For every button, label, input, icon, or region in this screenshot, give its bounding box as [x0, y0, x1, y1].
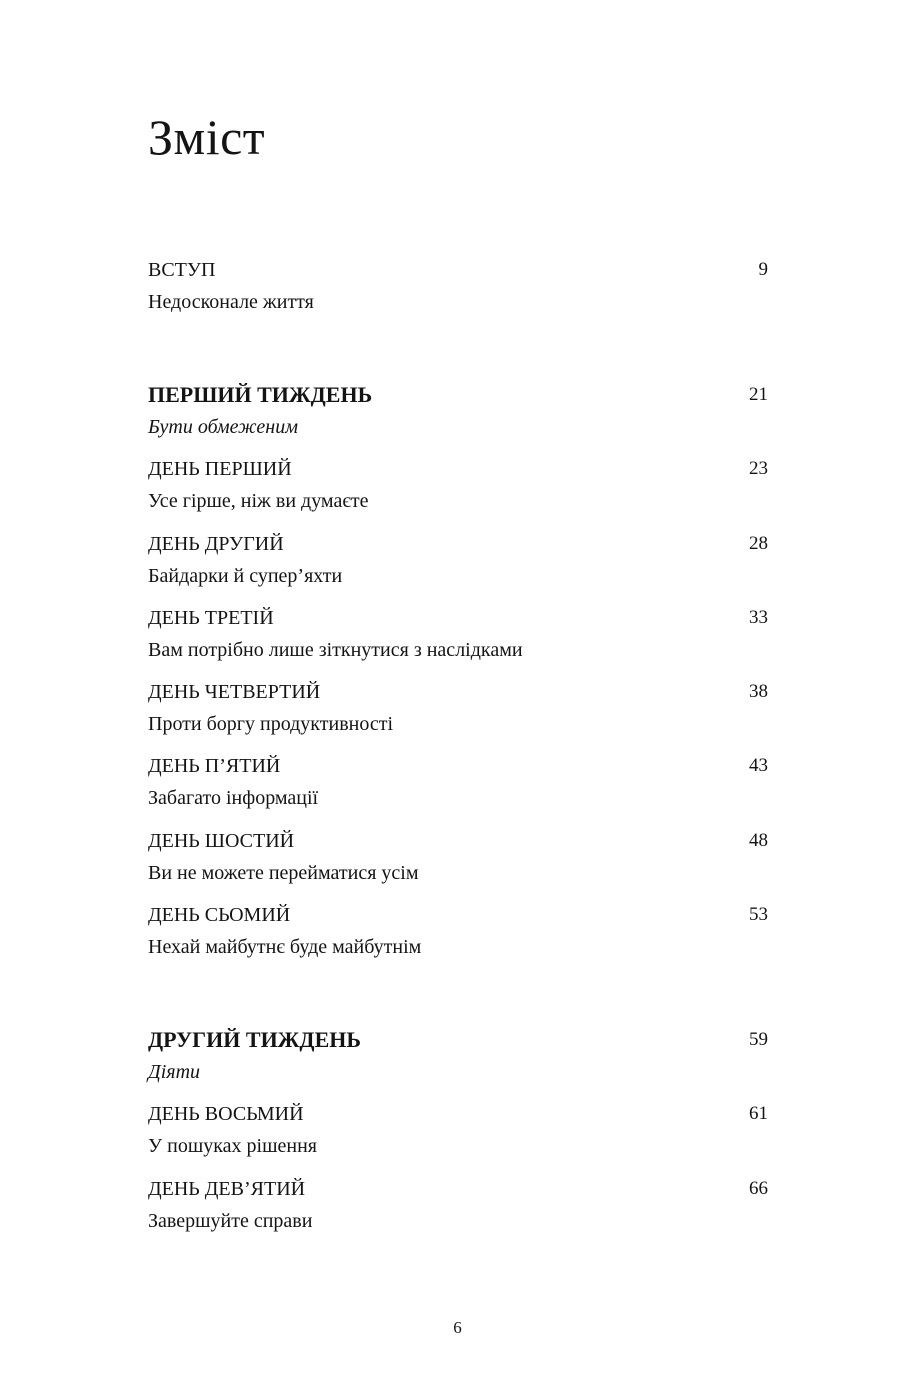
- toc-page-number: 53: [749, 904, 768, 925]
- toc-heading: ДЕНЬ ВОСЬМИЙ: [148, 1103, 304, 1125]
- toc-page-number: 28: [749, 533, 768, 554]
- toc-entry-day9[interactable]: [148, 1174, 768, 1236]
- toc-heading: ДЕНЬ П’ЯТИЙ: [148, 755, 281, 777]
- toc-entry-day6[interactable]: [148, 826, 768, 888]
- toc-subtitle: Усе гірше, ніж ви думаєте: [148, 490, 369, 512]
- toc-page-number: 38: [749, 681, 768, 702]
- toc-page-number: 9: [758, 259, 768, 280]
- toc-page-number: 48: [749, 830, 768, 851]
- toc-subtitle: Байдарки й супер’яхти: [148, 565, 343, 587]
- toc-page-number: 23: [749, 458, 768, 479]
- toc-subtitle: Нехай майбутнє буде майбутнім: [148, 936, 422, 958]
- toc-entry-day1[interactable]: [148, 454, 768, 516]
- toc-page-number: 43: [749, 755, 768, 776]
- toc-heading: ВСТУП: [148, 259, 216, 281]
- toc-entry-day8[interactable]: [148, 1099, 768, 1161]
- toc-heading: ДЕНЬ ДРУГИЙ: [148, 533, 284, 555]
- toc-entry-week2[interactable]: [148, 1025, 768, 1087]
- toc-entry-week1[interactable]: [148, 380, 768, 442]
- toc-page-number: 33: [749, 607, 768, 628]
- toc-page-number: 21: [749, 384, 768, 405]
- page-number: 6: [453, 1318, 462, 1337]
- toc-heading: ДЕНЬ ШОСТИЙ: [148, 830, 295, 852]
- toc-page-number: 61: [749, 1103, 768, 1124]
- toc-entry-day3[interactable]: [148, 603, 768, 665]
- toc-entry-day4[interactable]: [148, 677, 768, 739]
- toc-subtitle: Проти боргу продуктивності: [148, 713, 394, 735]
- toc-heading: ДЕНЬ ЧЕТВЕРТИЙ: [148, 681, 321, 703]
- toc-subtitle: Недосконале життя: [148, 291, 314, 313]
- toc-entry-day2[interactable]: [148, 529, 768, 591]
- toc-subtitle: Завершуйте справи: [148, 1210, 313, 1232]
- toc-subtitle: У пошуках рішення: [148, 1135, 317, 1157]
- toc-section-subtitle: Діяти: [148, 1061, 201, 1083]
- toc-page-number: 66: [749, 1178, 768, 1199]
- toc-subtitle: Ви не можете перейматися усім: [148, 862, 419, 884]
- toc-heading: ДЕНЬ СЬОМИЙ: [148, 904, 291, 926]
- toc-page-number: 59: [749, 1029, 768, 1050]
- toc-entry-day7[interactable]: [148, 900, 768, 962]
- toc-heading: ДЕНЬ ПЕРШИЙ: [148, 458, 292, 480]
- toc-subtitle: Забагато інформації: [148, 787, 319, 809]
- toc-subtitle: Вам потрібно лише зіткнутися з наслідками: [148, 639, 523, 661]
- toc-entry-day5[interactable]: [148, 751, 768, 813]
- toc-section-heading: ПЕРШИЙ ТИЖДЕНЬ: [148, 382, 373, 407]
- toc-entry-intro[interactable]: [148, 255, 768, 317]
- page-title: Зміст: [148, 109, 266, 165]
- toc-heading: ДЕНЬ ДЕВ’ЯТИЙ: [148, 1178, 306, 1200]
- toc-heading: ДЕНЬ ТРЕТІЙ: [148, 607, 274, 629]
- toc-section-heading: ДРУГИЙ ТИЖДЕНЬ: [148, 1027, 361, 1052]
- toc-section-subtitle: Бути обмеженим: [148, 416, 298, 438]
